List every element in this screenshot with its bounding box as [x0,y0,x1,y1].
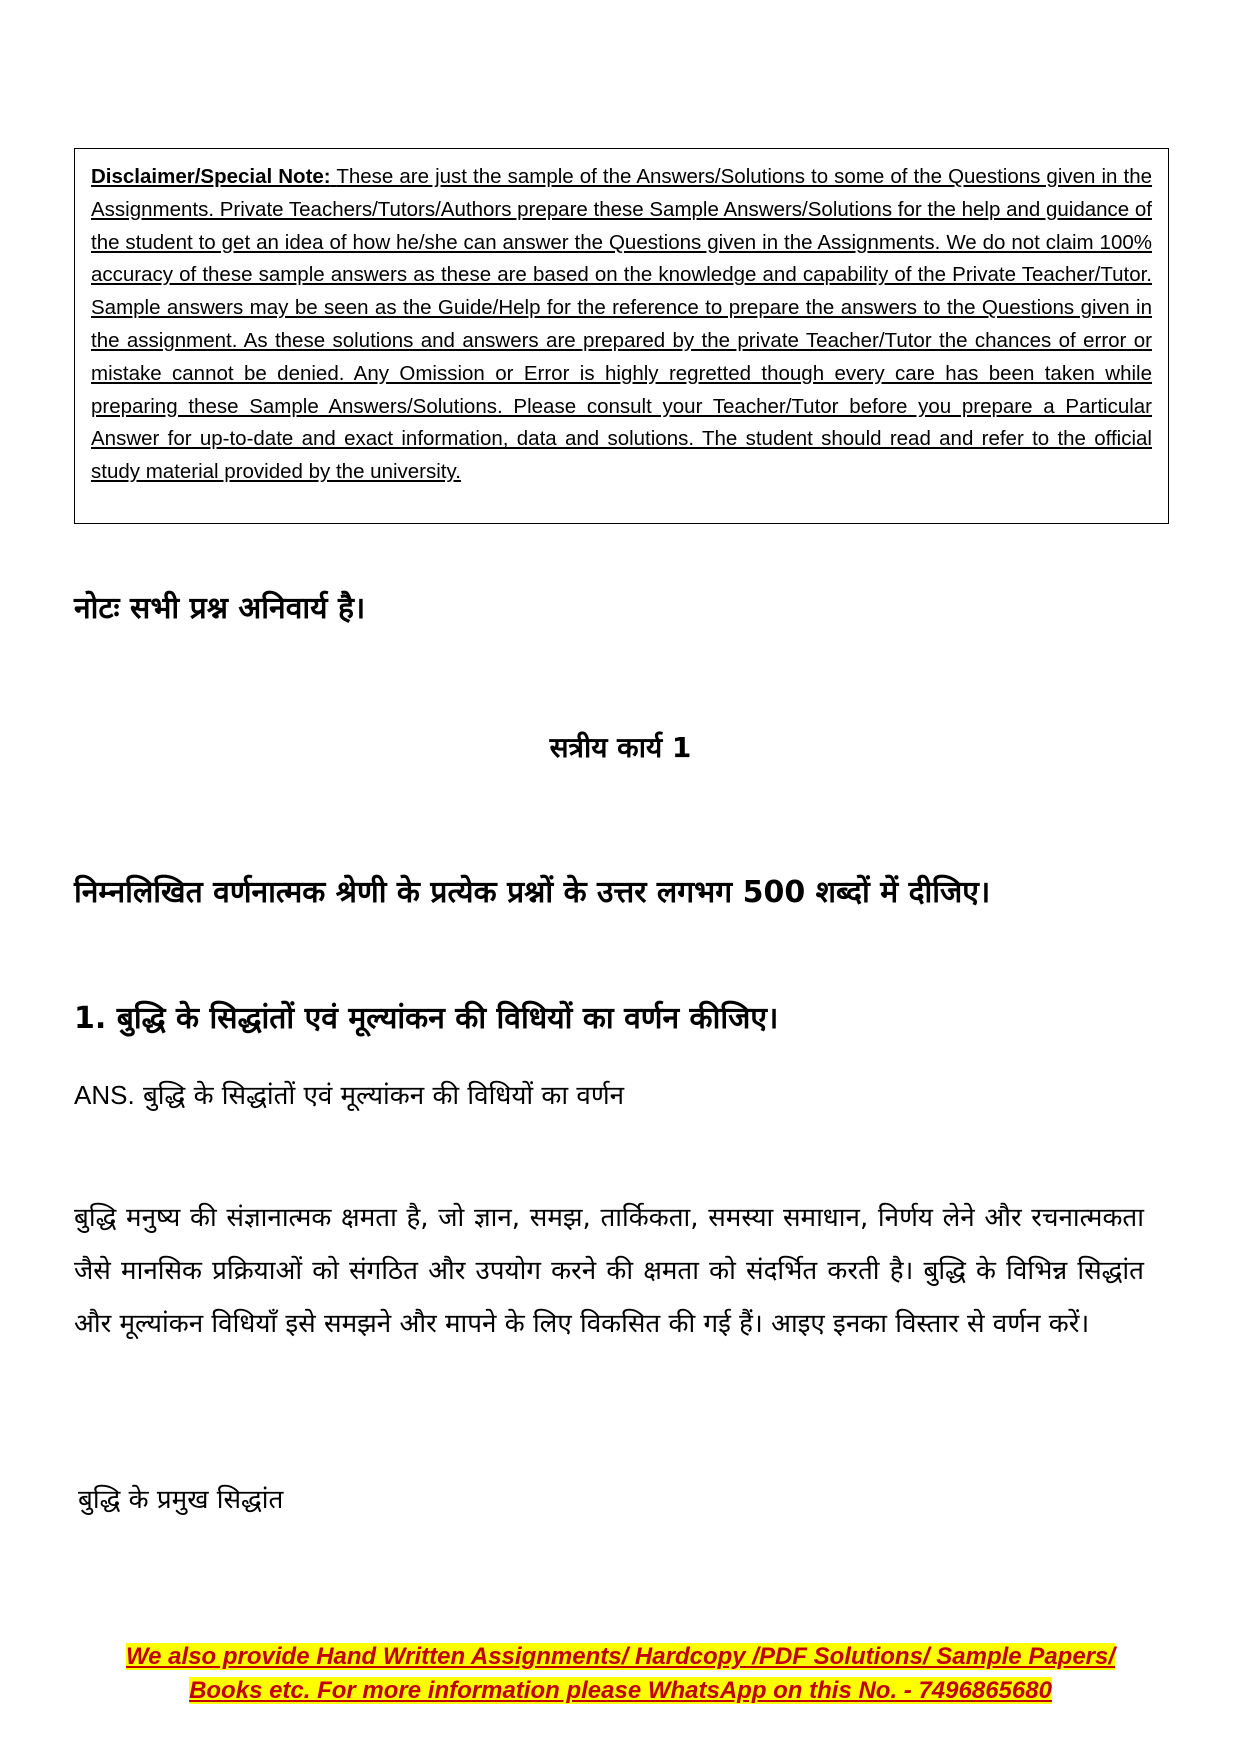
disclaimer-box [74,148,1169,524]
assignment-heading: सत्रीय कार्य 1 [549,731,692,764]
disclaimer-label: Disclaimer/Special Note: [91,165,331,188]
answer-paragraph: बुद्धि मनुष्य की संज्ञानात्मक क्षमता है, जो ज्ञान, समझ, तार्किकता, समस्या समाधान, निर्णय लेने और रचनात्मकता जैसे मानसिक प्रक्रियाओं को संगठित और उपयोग करने की क्षमता को संदर्भित करती है। बुद्धि के विभिन्न सिद्धांत और मूल्यांकन विधियाँ इसे समझने और मापने के लिए विकसित की गई हैं। आइए इनका विस्तार से वर्णन करें। [74,1203,1144,1339]
instruction: निम्नलिखित वर्णनात्मक श्रेणी के प्रत्येक प्रश्नों के उत्तर लगभग 500 शब्दों में दीजिए। [74,875,991,910]
disclaimer-text [91,161,1152,489]
disclaimer-body: These are just the sample of the Answers/Solutions to some of the Questions given in the Assignments. Private Teachers/Tutors/Authors prepare these Sample Answers/Solutions for the help and guidance of the student to get an idea of how he/she can answer the Questions given in the Assignments. We do not claim 100% accuracy of these sample answers as these are based on the knowledge and capability of the Private Teacher/Tutor. Sample answers may be seen as the Guide/Help for the reference to prepare the answers to the Questions given in the assignment. As these solutions and answers are prepared by the private Teacher/Tutor the chances of error or mistake cannot be denied. Any Omission or Error is highly regretted though every care has been taken while preparing these Sample Answers/Solutions. Please consult your Teacher/Tutor before you prepare a Particular Answer for up-to-date and exact information, data and solutions. The student should read and refer to the official study material provided by the university. [91,165,1153,484]
answer-prefix: ANS. [74,1080,135,1110]
footer-promo [0,1640,1241,1708]
question: 1. बुद्धि के सिद्धांतों एवं मूल्यांकन की विधियों का वर्णन कीजिए। [74,1001,779,1036]
footer-line-2: Books etc. For more information please WhatsApp on this No. - 7496865680 [189,1677,1052,1704]
answer-title: बुद्धि के सिद्धांतों एवं मूल्यांकन की विधियों का वर्णन [142,1081,625,1111]
note: नोटः सभी प्रश्न अनिवार्य है। [74,591,366,626]
answer-label [74,1076,624,1112]
subheading: बुद्धि के प्रमुख सिद्धांत [78,1485,284,1515]
footer-line-1: We also provide Hand Written Assignments/ Hardcopy /PDF Solutions/ Sample Papers/ [125,1643,1116,1670]
